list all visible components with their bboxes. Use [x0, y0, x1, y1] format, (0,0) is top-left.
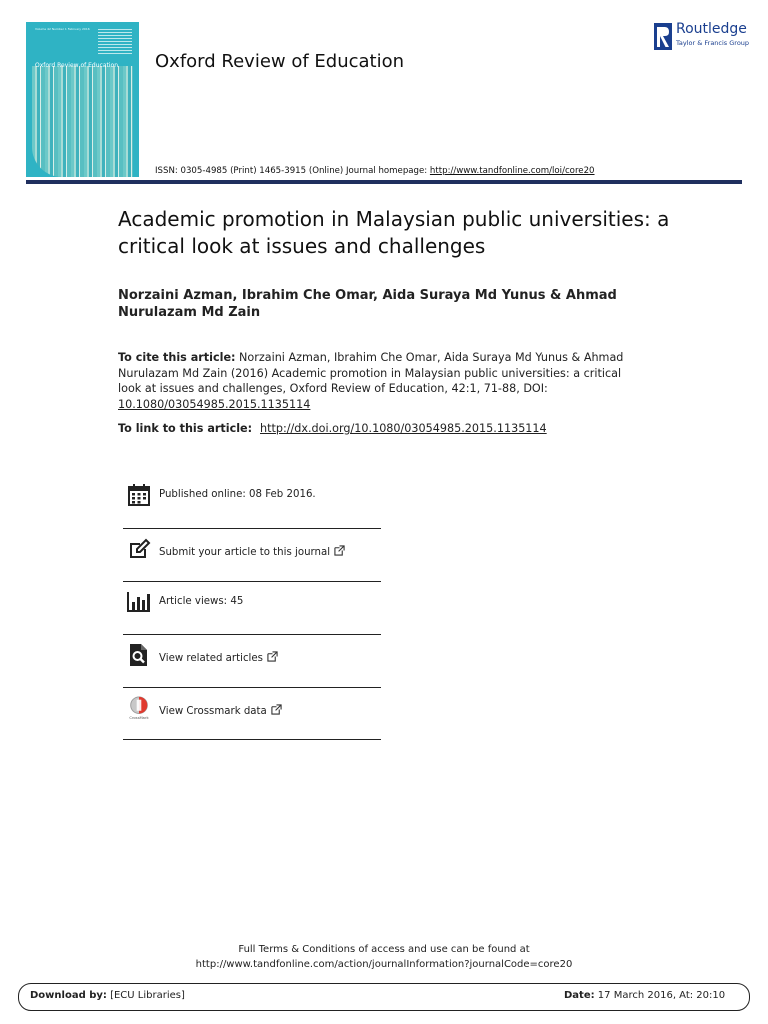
crossmark-logo-text: CrossMark [129, 716, 149, 720]
document-search-icon [127, 643, 151, 667]
info-divider [123, 581, 381, 582]
cite-label: To cite this article: [118, 351, 236, 364]
article-title: Academic promotion in Malaysian public universities: a critical look at issues and challenges [118, 207, 670, 258]
article-link-block [118, 421, 678, 436]
download-date [564, 990, 725, 1001]
crossmark-link[interactable] [159, 704, 282, 717]
published-online-row [123, 483, 381, 523]
date-label: Date: [564, 990, 595, 1001]
external-link-icon [334, 545, 345, 556]
edit-pencil-icon [127, 537, 151, 561]
info-divider [123, 528, 381, 529]
publisher-subtitle: Taylor & Francis Group [676, 39, 750, 47]
issn-text: ISSN: 0305-4985 (Print) 1465-3915 (Online) Journal homepage: [155, 166, 430, 176]
cite-doi-link[interactable]: 10.1080/03054985.2015.1135114 [118, 397, 311, 411]
info-divider [123, 687, 381, 688]
date-value: 17 March 2016, At: 20:10 [594, 990, 726, 1001]
journal-title: Oxford Review of Education [155, 51, 405, 72]
citation-block [118, 350, 628, 412]
external-link-icon [267, 651, 278, 662]
external-link-icon [271, 704, 282, 715]
crossmark-row[interactable] [123, 696, 381, 736]
cover-contents-list [98, 29, 132, 55]
published-online-text: Published online: 08 Feb 2016. [159, 489, 316, 500]
terms-line: Full Terms & Conditions of access and use can be found at [238, 944, 530, 955]
submit-article-row[interactable] [123, 537, 381, 577]
link-label: To link to this article: [118, 422, 256, 435]
journal-homepage-link[interactable]: http://www.tandfonline.com/loi/core20 [429, 166, 595, 176]
related-articles-label: View related articles [159, 653, 263, 664]
download-value: [ECU Libraries] [106, 990, 185, 1001]
download-label: Download by: [30, 990, 107, 1001]
terms-url-link[interactable]: http://www.tandfonline.com/action/journalInformation?journalCode=core20 [195, 959, 573, 970]
related-articles-row[interactable] [123, 643, 381, 683]
crossmark-logo-icon [127, 696, 151, 720]
calendar-icon [127, 483, 151, 507]
article-authors: Norzaini Azman, Ibrahim Che Omar, Aida Suraya Md Yunus & Ahmad Nurulazam Md Zain [118, 288, 617, 320]
info-divider [123, 739, 381, 740]
article-doi-link[interactable]: http://dx.doi.org/10.1080/03054985.2015.1135114 [260, 422, 547, 435]
cover-stripes [32, 66, 133, 177]
article-views-text: Article views: 45 [159, 596, 244, 607]
header-divider [26, 181, 742, 184]
bar-chart-icon [127, 590, 151, 614]
submit-article-link[interactable] [159, 545, 345, 558]
download-by [30, 990, 185, 1001]
cover-title: Oxford Review of Education [35, 62, 119, 69]
cover-topline: Volume 42 Number 1 February 2016 [35, 27, 90, 31]
related-articles-link[interactable] [159, 651, 278, 664]
article-views-row [123, 590, 381, 630]
info-divider [123, 634, 381, 635]
submit-article-label: Submit your article to this journal [159, 547, 331, 558]
terms-block [0, 942, 768, 972]
publisher-name: Routledge [676, 21, 747, 37]
cite-text: Norzaini Azman, Ibrahim Che Omar, Aida Suraya Md Yunus & Ahmad Nurulazam Md Zain (2016) Academic promotion in Malaysian public universities: a critical look at issues and challenges, Oxford Review of Education, 42:1, 71-88, DOI: [118, 351, 624, 395]
journal-cover-image [26, 22, 139, 177]
crossmark-label: View Crossmark data [159, 706, 267, 717]
issn-line [155, 166, 595, 176]
